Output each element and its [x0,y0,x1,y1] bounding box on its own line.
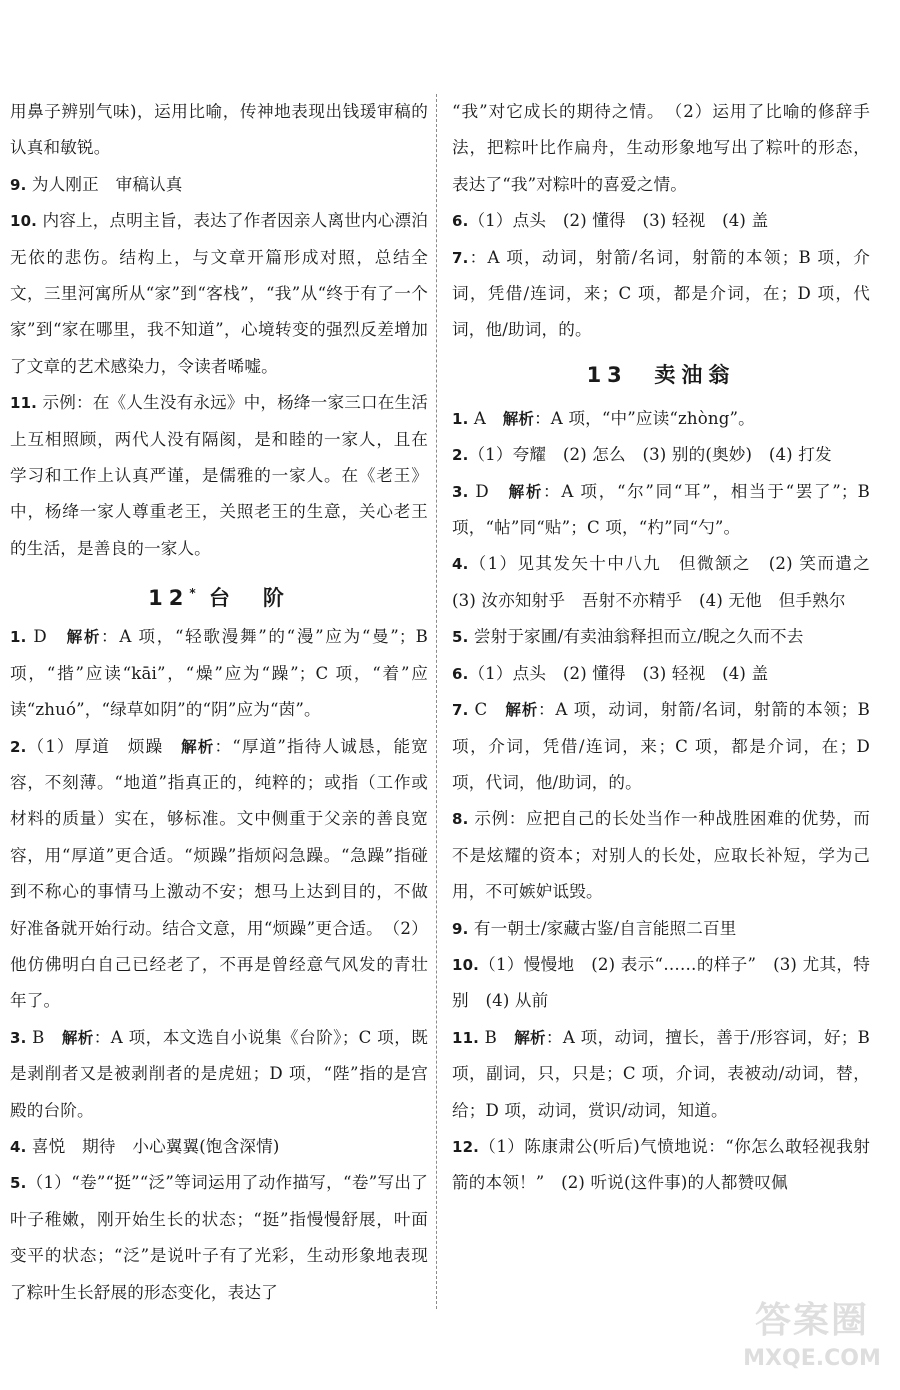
right-column [452,94,887,1202]
question-number: 7. [452,248,469,267]
site-watermark [728,1296,896,1386]
s13-answer-11: 11. B 解析：A 项，动词，擅长，善于/形容词，好；B 项，副词，只，只是；C 项，介词，表被动/动词，替，给；D 项，动词，赏识/动词，知道。 [452,1027,870,1120]
s12-answer-3: 3. B 解析：A 项，本文选自小说集《台阶》；C 项，既是剥削者又是被剥削者的是虎妞；D 项，“陛”指的是宫殿的台阶。 [10,1027,428,1120]
s13-answer-5: 5. 尝射于家圃/有卖油翁释担而立/睨之久而不去 [452,627,804,647]
question-number: 5. [452,628,469,647]
analysis-label: 解析 [61,1028,94,1047]
question-number: 11. [452,1028,480,1047]
analysis-label: 解析 [502,409,535,428]
s13-answer-7: 7. C 解析：A 项，动词，射箭/名词，射箭的本领；B 项，介词，凭借/连词，来；C 项，都是介词，在；D 项，代词，他/助词，的。 [452,700,870,792]
question-number: 10. [452,955,480,974]
analysis-label: 解析 [514,1028,546,1047]
question-number: 3. [10,1028,27,1047]
s13-answer-2: 2.（1）夸耀 (2) 怎么 (3) 别的(奥妙) (4) 打发 [452,445,832,465]
s13-answer-1: 1. A 解析：A 项，“中”应读“zhòng”。 [452,408,755,428]
analysis-label: 解析 [505,701,539,720]
question-number: 7. [452,701,469,720]
analysis-label: 解析 [66,628,102,647]
question-number: 1. [10,628,27,647]
s12-answer-6: 6.（1）点头 (2) 懂得 (3) 轻视 (4) 盖 [452,211,769,231]
answer-10: 10. 内容上，点明主旨，表达了作者因亲人离世内心漂泊无依的悲伤。结构上，与文章开篇形成对照，总结全文，三里河寓所从“家”到“客栈”，“我”从“终于有了一个家”到“家在哪里，我不知道”，心境转变的强烈反差增加了文章的艺术感染力，令读者唏嘘。 [10,211,428,376]
s13-answer-3: 3. D 解析：A 项，“尔”同“耳”，相当于“罢了”；B 项，“帖”同“贴”；C 项，“杓”同“勺”。 [452,481,871,538]
answer-11: 11. 示例：在《人生没有永远》中，杨绛一家三口在生活上互相照顾，两代人没有隔阂，是和睦的一家人，且在学习和工作上认真严谨，是儒雅的一家人。在《老王》中，杨绛一家人尊重老王，关照老王的生意，关心老王的生活，是善良的一家人。 [10,393,428,558]
s13-answer-6: 6.（1）点头 (2) 懂得 (3) 轻视 (4) 盖 [452,663,769,683]
s13-answer-8: 8. 示例：应把自己的长处当作一种战胜困难的优势，而不是炫耀的资本；对别人的长处，应取长补短，学为己用，不可嫉妒诋毁。 [452,809,870,902]
question-number: 8. [452,810,469,829]
question-number: 12. [452,1137,480,1156]
watermark-logo: 答案圈 [754,1300,869,1341]
question-number: 5. [10,1174,27,1193]
section-heading-13: 13 卖油翁 [586,362,736,387]
left-column [10,94,428,1311]
s13-answer-4: 4.（1）见其发矢十中八九 但微颔之 (2) 笑而遣之 (3) 汝亦知射乎 吾射不亦精乎 (4) 无他 但手熟尔 [452,554,887,610]
question-number: 2. [10,737,27,756]
question-number: 2. [452,446,469,465]
question-number: 4. [452,555,469,574]
question-number: 10. [10,212,38,231]
s13-answer-9: 9. 有一朝士/家藏古鉴/自言能照二百里 [452,918,737,938]
s12-answer-7: 7.：A 项，动词，射箭/名词，射箭的本领；B 项，介词，凭借/连词，来；C 项，都是介词，在；D 项，代词，他/助词，的。 [452,247,870,340]
answer-9: 9. 为人刚正 审稿认真 [10,174,183,194]
question-number: 1. [452,409,469,428]
question-number: 4. [10,1137,27,1156]
s12-answer-5: 5.（1）“卷”“挺”“泛”等词运用了动作描写，“卷”写出了叶子稚嫩，刚开始生长的状态；“挺”指慢慢舒展，叶面变平的状态；“泛”是说叶子有了光彩，生动形象地表现了粽叶生长舒展的形态变化，表达了 [10,1173,428,1302]
column-divider [436,94,437,1309]
s13-answer-10: 10.（1）慢慢地 (2) 表示“……的样子” (3) 尤其，特别 (4) 从前 [452,954,870,1011]
question-number: 9. [452,919,469,938]
watermark-domain: MXQE.COM [743,1346,881,1371]
section-heading-12: 12* 台 阶 [148,586,290,611]
question-number: 9. [10,175,27,194]
question-number: 11. [10,394,38,413]
s12-answer-1: 1. D 解析：A 项，“轻歌漫舞”的“漫”应为“曼”；B 项，“揩”应读“kāi”，“燥”应为“躁”；C 项，“着”应读“zhuó”，“绿草如阴”的“阴”应为“茵”。 [10,627,429,720]
left-continuation-paragraph: 用鼻子辨别气味)，运用比喻，传神地表现出钱瑗审稿的认真和敏锐。 [10,102,428,158]
s12-answer-2: 2.（1）厚道 烦躁 解析：“厚道”指待人诚恳，能宽容，不刻薄。“地道”指真正的，纯粹的；或指（工作或材料的质量）实在，够标准。文中侧重于父亲的善良宽容，用“厚道”更合适。“烦躁”指烦闷急躁。“急躁”指碰到不称心的事情马上激动不安；想马上达到目的，不做好准备就开始行动。结合文意，用“烦躁”更合适。 （2）他仿佛明白自己已经老了，不再是曾经意气风发的青壮年了。 [10,736,428,1011]
analysis-label: 解析 [508,482,544,501]
analysis-label: 解析 [181,737,215,756]
right-continuation-paragraph: “我”对它成长的期待之情。 （2）运用了比喻的修辞手法，把粽叶比作扁舟，生动形象地写出了粽叶的形态，表达了“我”对粽叶的喜爱之情。 [452,102,870,194]
s13-answer-12: 12.（1）陈康肃公(听后)气愤地说：“你怎么敢轻视我射箭的本领！” (2) 听说(这件事)的人都赞叹佩 [452,1136,870,1193]
s12-answer-4: 4. 喜悦 期待 小心翼翼(饱含深情) [10,1136,280,1156]
question-number: 3. [452,482,469,501]
question-number: 6. [452,664,469,683]
question-number: 6. [452,212,469,231]
